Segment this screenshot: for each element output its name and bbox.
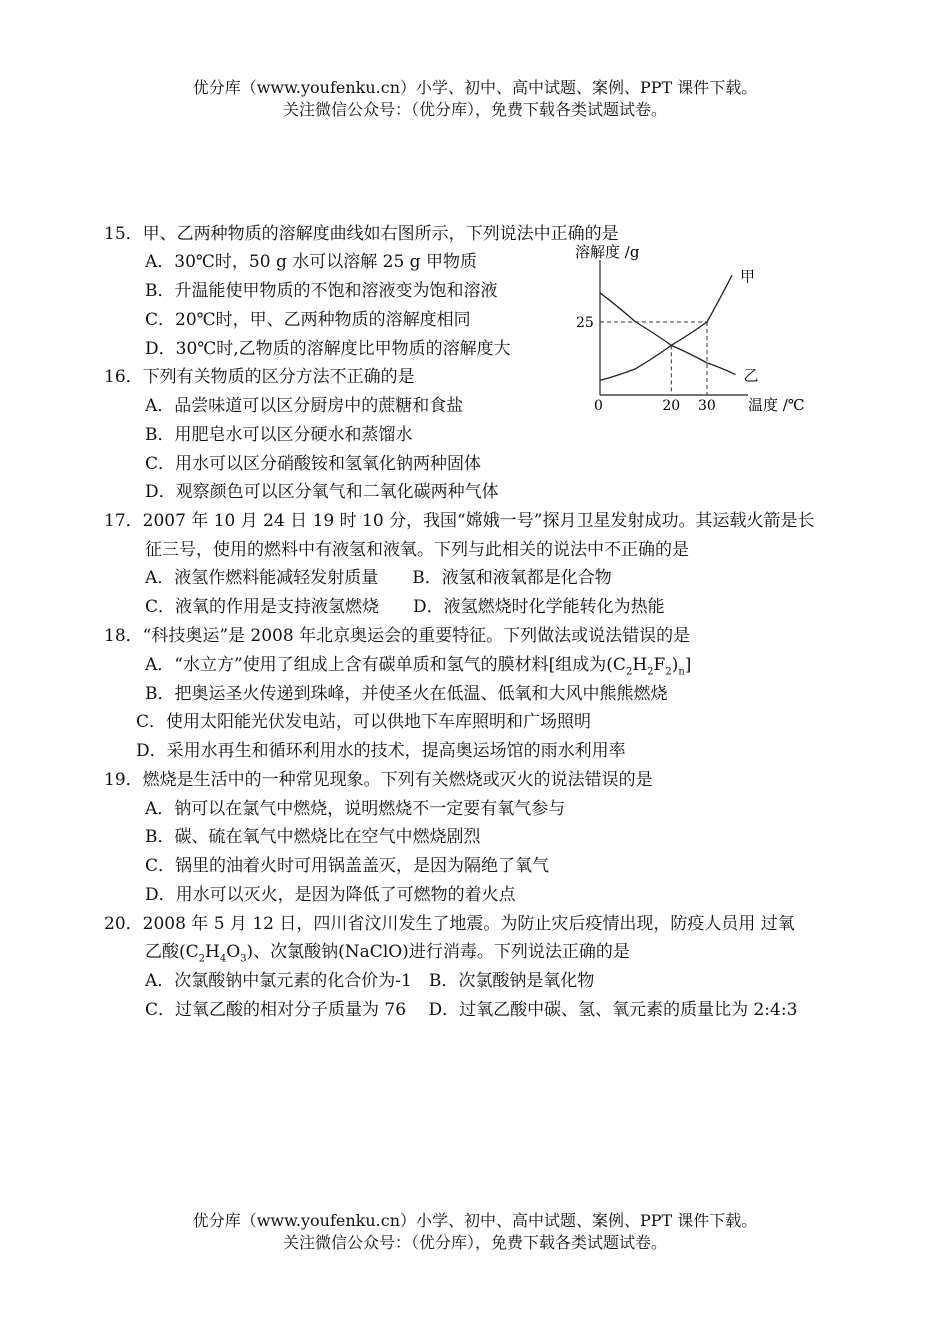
q18-option-b: B．把奥运圣火传递到珠峰，并使圣火在低温、低氧和大风中熊熊燃烧 — [145, 684, 668, 704]
q15-option-a: A．30℃时，50 g 水可以溶解 25 g 甲物质 — [145, 252, 477, 272]
q15-option-c: C．20℃时，甲、乙两种物质的溶解度相同 — [145, 310, 471, 330]
q20-stem-1: 20．2008 年 5 月 12 日，四川省汶川发生了地震。为防止灾后疫情出现，防疫人员用 过氧 — [104, 914, 795, 934]
y-tick-label-25: 25 — [576, 315, 594, 331]
q17-stem-2: 征三号，使用的燃料中有液氢和液氧。下列与此相关的说法中不正确的是 — [145, 540, 689, 560]
q18-option-c: C．使用太阳能光伏发电站，可以供地下车库照明和广场照明 — [136, 712, 592, 732]
x-axis-label: 温度 /℃ — [748, 396, 805, 414]
q19-option-d: D．用水可以灭火，是因为降低了可燃物的着火点 — [145, 885, 516, 905]
series-line-yi — [600, 293, 736, 375]
origin-label: 0 — [594, 398, 603, 414]
q18-option-a: A．“水立方”使用了组成上含有碳单质和氢气的膜材料[组成为$(C_2H_2F_2)_n$] — [145, 655, 692, 678]
q16-option-b: B．用肥皂水可以区分硬水和蒸馏水 — [145, 425, 413, 445]
q16-option-c: C．用水可以区分硝酸铵和氢氧化钠两种固体 — [145, 454, 482, 474]
header-line-2: 关注微信公众号：（优分库），免费下载各类试题试卷。 — [282, 100, 667, 119]
footer-line-1: 优分库（www.youfenku.cn）小学、初中、高中试题、案例、PPT 课件下载。 — [192, 1211, 758, 1230]
q17-options-ab: A．液氢作燃料能减轻发射质量 B．液氢和液氧都是化合物 — [145, 568, 612, 588]
q15-stem: 15．甲、乙两种物质的溶解度曲线如右图所示，下列说法中正确的是 — [104, 224, 619, 244]
q19-option-a: A．钠可以在氯气中燃烧，说明燃烧不一定要有氧气参与 — [145, 799, 566, 819]
q17-stem-1: 17．2007 年 10 月 24 日 19 时 10 分，我国“嫦娥一号”探月卫星发射成功。其运载火箭是长 — [104, 511, 815, 531]
header-line-1: 优分库（www.youfenku.cn）小学、初中、高中试题、案例、PPT 课件下载。 — [192, 78, 758, 97]
series-label-jia: 甲 — [739, 267, 755, 286]
page-footer — [0, 1210, 950, 1254]
q19-stem: 19．燃烧是生活中的一种常见现象。下列有关燃烧或灭火的说法错误的是 — [104, 770, 653, 790]
y-axis-label: 溶解度 /g — [575, 243, 640, 261]
x-tick-label-20: 20 — [662, 398, 681, 414]
q20-options-ab: A．次氯酸钠中氯元素的化合价为-1 B．次氯酸钠是氧化物 — [145, 971, 595, 991]
q19-option-c: C．锅里的油着火时可用锅盖盖灭，是因为隔绝了氧气 — [145, 856, 550, 876]
q18-stem: 18．“科技奥运”是 2008 年北京奥运会的重要特征。下列做法或说法错误的是 — [104, 626, 691, 646]
q19-option-b: B．碳、硫在氧气中燃烧比在空气中燃烧剧烈 — [145, 827, 481, 847]
q16-option-a: A．品尝味道可以区分厨房中的蔗糖和食盐 — [145, 396, 464, 416]
q15-option-b: B．升温能使甲物质的不饱和溶液变为饱和溶液 — [145, 281, 498, 301]
q16-option-d: D．观察颜色可以区分氧气和二氧化碳两种气体 — [145, 482, 499, 502]
q20-options-cd: C．过氧乙酸的相对分子质量为 76 D．过氧乙酸中碳、氢、氧元素的质量比为 2:4:3 — [145, 1000, 798, 1020]
q15-option-d: D．30℃时,乙物质的溶解度比甲物质的溶解度大 — [145, 339, 511, 359]
page-header — [0, 77, 950, 121]
q18-option-d: D．采用水再生和循环利用水的技术，提高奥运场馆的雨水利用率 — [136, 741, 626, 761]
solubility-chart — [570, 238, 820, 418]
footer-line-2: 关注微信公众号：（优分库），免费下载各类试题试卷。 — [282, 1233, 667, 1252]
x-tick-label-30: 30 — [698, 398, 716, 414]
q16-stem: 16．下列有关物质的区分方法不正确的是 — [104, 367, 415, 387]
series-label-yi: 乙 — [743, 366, 759, 385]
q17-options-cd: C．液氧的作用是支持液氢燃烧 D．液氢燃烧时化学能转化为热能 — [145, 597, 665, 617]
q20-stem-2: 乙酸$(C_2H_4O_3)$、次氯酸钠(NaClO)进行消毒。下列说法正确的是 — [145, 942, 630, 965]
